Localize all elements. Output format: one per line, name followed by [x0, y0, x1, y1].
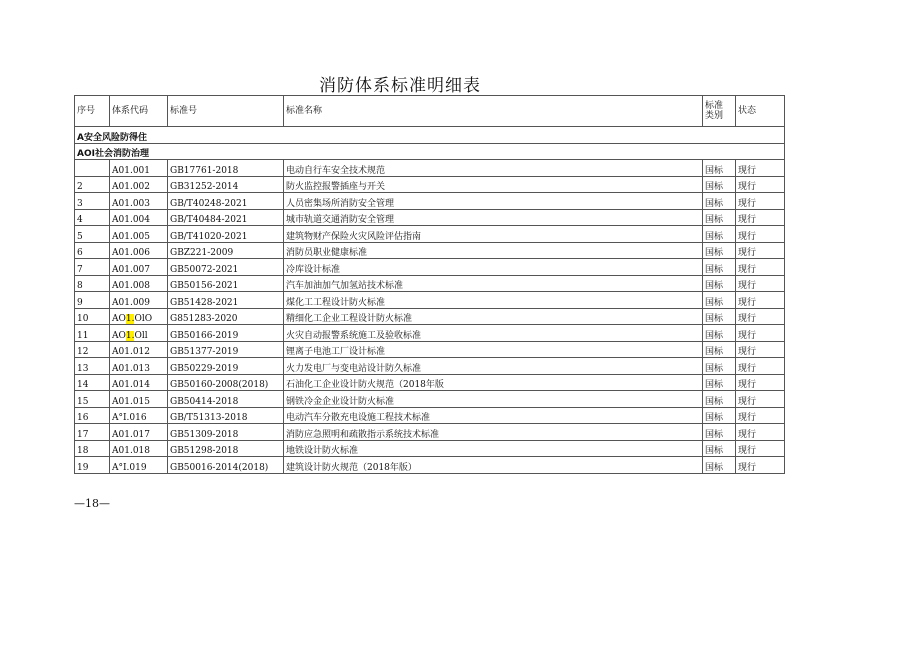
code-highlight: 1. — [125, 314, 135, 324]
cell-seq: 5 — [75, 226, 110, 243]
cell-system-code: A01.004 — [110, 209, 168, 226]
cell-seq: 15 — [75, 391, 110, 408]
cell-std-no: GB/T40484-2021 — [168, 209, 284, 226]
table-row — [75, 226, 785, 243]
cell-std-no: GB50414-2018 — [168, 391, 284, 408]
cell-seq: 14 — [75, 374, 110, 391]
table-row — [75, 341, 785, 358]
cell-status: 现行 — [736, 275, 785, 292]
code-highlight: 1. — [125, 330, 135, 341]
cell-system-code: A01.001 — [110, 160, 168, 177]
category-row-level1 — [75, 127, 785, 144]
table-row — [75, 457, 785, 474]
cell-system-code: A01.018 — [110, 440, 168, 457]
cell-status: 现行 — [736, 259, 785, 276]
cell-status: 现行 — [736, 391, 785, 408]
table-row — [75, 424, 785, 441]
cell-status: 现行 — [736, 424, 785, 441]
cell-status: 现行 — [736, 457, 785, 474]
cell-std-no: G851283-2020 — [168, 308, 284, 325]
cell-status: 现行 — [736, 176, 785, 193]
table-row — [75, 193, 785, 210]
cell-std-name: 煤化工工程设计防火标准 — [284, 292, 703, 309]
cell-category: 国标 — [703, 424, 736, 441]
header-std-no: 标准号 — [168, 96, 284, 127]
cell-seq: 16 — [75, 407, 110, 424]
code-prefix: AO — [112, 330, 126, 341]
cell-seq: 19 — [75, 457, 110, 474]
cell-std-name: 地铁设计防火标准 — [284, 440, 703, 457]
cell-seq: 7 — [75, 259, 110, 276]
code-suffix: OlO — [134, 314, 153, 324]
cell-std-no: GB31252-2014 — [168, 176, 284, 193]
cell-std-name: 防火监控报警插座与开关 — [284, 176, 703, 193]
cell-category: 国标 — [703, 160, 736, 177]
cell-system-code: A°I.016 — [110, 407, 168, 424]
category-level2: AOI社会消防治理 — [75, 144, 785, 160]
table-row — [75, 275, 785, 292]
cell-category: 国标 — [703, 407, 736, 424]
cell-status: 现行 — [736, 160, 785, 177]
cell-std-name: 火灾自动报警系统施工及验收标准 — [284, 325, 703, 342]
cell-category: 国标 — [703, 391, 736, 408]
page-title: 消防体系标准明细表 — [319, 76, 481, 96]
cell-system-code: A01.006 — [110, 242, 168, 259]
cell-std-name: 消防应急照明和疏散指示系统技术标准 — [284, 424, 703, 441]
cell-seq: 9 — [75, 292, 110, 309]
cell-status: 现行 — [736, 440, 785, 457]
cell-std-name: 锂离子电池工厂设计标准 — [284, 341, 703, 358]
cell-category: 国标 — [703, 325, 736, 342]
table-row — [75, 391, 785, 408]
header-status: 状态 — [736, 96, 785, 127]
cell-std-no: GB51377-2019 — [168, 341, 284, 358]
table-row — [75, 374, 785, 391]
header-std-name: 标准名称 — [284, 96, 703, 127]
header-category — [703, 96, 736, 127]
cell-std-name: 钢铁冷金企业设计防火标准 — [284, 391, 703, 408]
table-row — [75, 176, 785, 193]
cell-seq: 13 — [75, 358, 110, 375]
cell-category: 国标 — [703, 292, 736, 309]
cell-std-name: 城市轨道交通消防安全管理 — [284, 209, 703, 226]
cell-status: 现行 — [736, 308, 785, 325]
cell-system-code: A01.003 — [110, 193, 168, 210]
cell-std-name: 冷库设计标准 — [284, 259, 703, 276]
table-row — [75, 292, 785, 309]
cell-std-no: GB50016-2014(2018) — [168, 457, 284, 474]
cell-std-no: GB17761-2018 — [168, 160, 284, 177]
cell-std-no: GB50156-2021 — [168, 275, 284, 292]
cell-std-name: 电动汽车分散充电设施工程技术标准 — [284, 407, 703, 424]
cell-category: 国标 — [703, 308, 736, 325]
cell-category: 国标 — [703, 259, 736, 276]
cell-status: 现行 — [736, 242, 785, 259]
cell-category: 国标 — [703, 358, 736, 375]
table-row — [75, 160, 785, 177]
category-row-level2 — [75, 144, 785, 160]
cell-category: 国标 — [703, 341, 736, 358]
table-row — [75, 407, 785, 424]
cell-system-code: A01.008 — [110, 275, 168, 292]
cell-status: 现行 — [736, 407, 785, 424]
table-row — [75, 308, 785, 325]
table-row — [75, 325, 785, 342]
cell-category: 国标 — [703, 176, 736, 193]
table-header-row — [75, 96, 785, 127]
cell-category: 国标 — [703, 242, 736, 259]
cell-std-no: GB51309-2018 — [168, 424, 284, 441]
cell-status: 现行 — [736, 374, 785, 391]
cell-std-name: 精细化工企业工程设计防火标准 — [284, 308, 703, 325]
cell-system-code: A01.015 — [110, 391, 168, 408]
cell-seq: 4 — [75, 209, 110, 226]
cell-category: 国标 — [703, 457, 736, 474]
cell-status: 现行 — [736, 325, 785, 342]
table-row — [75, 209, 785, 226]
header-category-l1: 标准 — [705, 101, 724, 111]
cell-category: 国标 — [703, 193, 736, 210]
standards-table — [74, 95, 785, 474]
cell-category: 国标 — [703, 226, 736, 243]
code-prefix: AO — [112, 314, 126, 324]
cell-std-no: GB50160-2008(2018) — [168, 374, 284, 391]
cell-status: 现行 — [736, 292, 785, 309]
cell-std-no: GB/T51313-2018 — [168, 407, 284, 424]
cell-seq: 10 — [75, 308, 110, 325]
cell-status: 现行 — [736, 193, 785, 210]
cell-system-code — [110, 325, 168, 342]
cell-category: 国标 — [703, 275, 736, 292]
cell-std-no: GB/T40248-2021 — [168, 193, 284, 210]
cell-seq: 3 — [75, 193, 110, 210]
table-row — [75, 440, 785, 457]
cell-seq: 18 — [75, 440, 110, 457]
cell-seq — [75, 160, 110, 177]
cell-std-name: 消防员职业健康标准 — [284, 242, 703, 259]
cell-std-no: GB50166-2019 — [168, 325, 284, 342]
cell-system-code — [110, 308, 168, 325]
cell-system-code: A01.012 — [110, 341, 168, 358]
category-level1: A安全风险防得住 — [75, 127, 785, 144]
cell-system-code: A01.005 — [110, 226, 168, 243]
cell-system-code: A01.002 — [110, 176, 168, 193]
cell-category: 国标 — [703, 440, 736, 457]
cell-std-no: GBZ221-2009 — [168, 242, 284, 259]
header-seq: 序号 — [75, 96, 110, 127]
cell-seq: 6 — [75, 242, 110, 259]
cell-std-name: 石油化工企业设计防火规范（2018年版 — [284, 374, 703, 391]
cell-system-code: A01.007 — [110, 259, 168, 276]
cell-seq: 2 — [75, 176, 110, 193]
table-row — [75, 259, 785, 276]
cell-system-code: A01.017 — [110, 424, 168, 441]
cell-std-name: 电动自行车安全技术规范 — [284, 160, 703, 177]
table-row — [75, 358, 785, 375]
cell-system-code: A01.009 — [110, 292, 168, 309]
cell-std-no: GB50072-2021 — [168, 259, 284, 276]
table-row — [75, 242, 785, 259]
cell-std-name: 人员密集场所消防安全管理 — [284, 193, 703, 210]
cell-seq: 17 — [75, 424, 110, 441]
cell-status: 现行 — [736, 358, 785, 375]
code-suffix: Oll — [134, 330, 148, 341]
cell-system-code: A01.014 — [110, 374, 168, 391]
cell-category: 国标 — [703, 374, 736, 391]
cell-std-no: GB51298-2018 — [168, 440, 284, 457]
cell-std-no: GB50229-2019 — [168, 358, 284, 375]
cell-status: 现行 — [736, 209, 785, 226]
cell-std-name: 建筑物财产保险火灾风险评估指南 — [284, 226, 703, 243]
cell-seq: 11 — [75, 325, 110, 342]
header-category-l2: 类别 — [705, 111, 724, 121]
cell-system-code: A01.013 — [110, 358, 168, 375]
cell-std-name: 火力发电厂与变电站设计防久标准 — [284, 358, 703, 375]
cell-seq: 8 — [75, 275, 110, 292]
header-system-code: 体系代码 — [110, 96, 168, 127]
cell-std-name: 建筑设计防火规范（2018年版） — [284, 457, 703, 474]
cell-std-no: GB/T41020-2021 — [168, 226, 284, 243]
cell-category: 国标 — [703, 209, 736, 226]
cell-seq: 12 — [75, 341, 110, 358]
cell-std-name: 汽车加油加气加氢站技术标准 — [284, 275, 703, 292]
cell-status: 现行 — [736, 226, 785, 243]
cell-status: 现行 — [736, 341, 785, 358]
page-number: —18— — [74, 497, 110, 510]
cell-std-no: GB51428-2021 — [168, 292, 284, 309]
cell-system-code: A°I.019 — [110, 457, 168, 474]
